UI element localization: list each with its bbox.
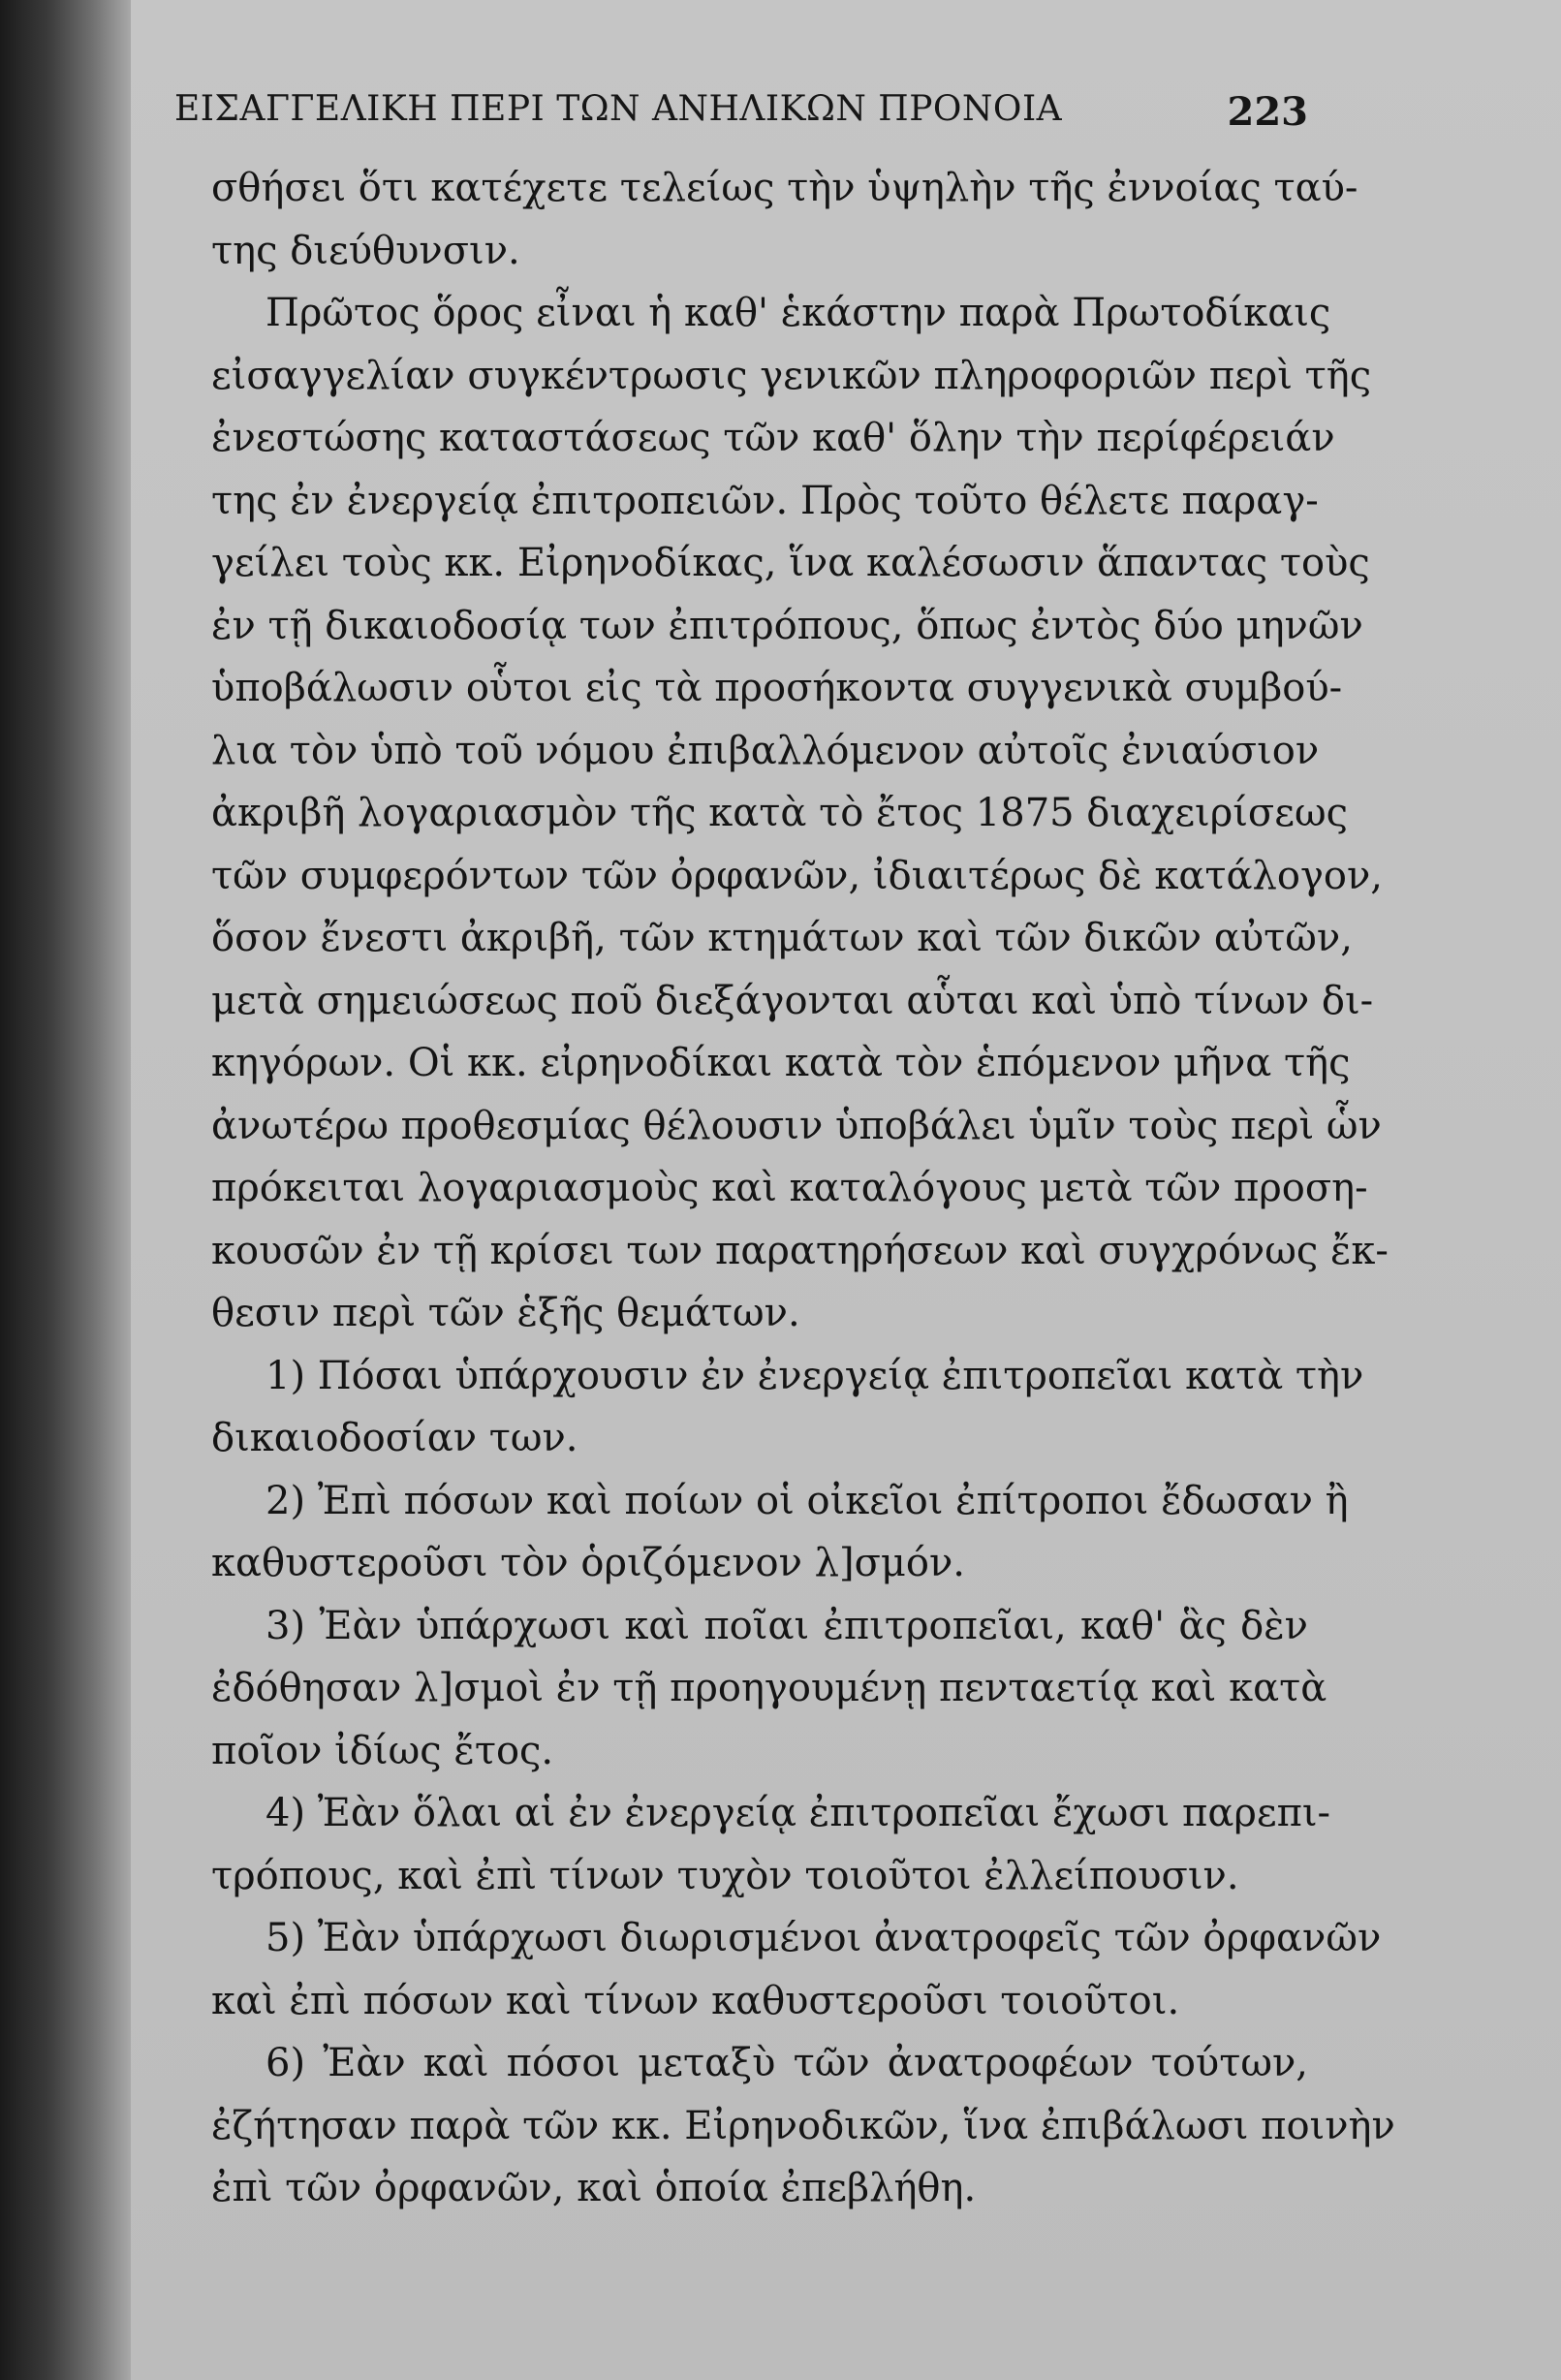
text-line: τρόπους, καὶ ἐπὶ τίνων τυχὸν τοιοῦτοι ἐλλείπουσιν.	[211, 1853, 1239, 1898]
text-line: λια τὸν ὑπὸ τοῦ νόμου ἐπιβαλλόμενον αὐτοῖς ἐνιαύσιον	[211, 728, 1320, 773]
text-line: ἐπὶ τῶν ὀρφανῶν, καὶ ὁποία ἐπεβλήθη.	[211, 2166, 977, 2210]
list-item-line: 3) Ἐὰν ὑπάρχωσι καὶ ποῖαι ἐπιτροπεῖαι, καθ' ἃς δὲν	[265, 1603, 1308, 1648]
list-item-line: 1) Πόσαι ὑπάρχουσιν ἐν ἐνεργείᾳ ἐπιτροπεῖαι κατὰ τὴν	[265, 1353, 1364, 1398]
book-spine-shadow	[0, 0, 131, 2380]
text-line: της ἐν ἐνεργείᾳ ἐπιτροπειῶν. Πρὸς τοῦτο θέλετε παραγ-	[211, 478, 1319, 523]
body-text	[211, 157, 1395, 2220]
text-line: καθυστεροῦσι τὸν ὁριζόμενον λ]σμόν.	[211, 1541, 965, 1585]
text-line: ἐζήτησαν παρὰ τῶν κκ. Εἰρηνοδικῶν, ἵνα ἐπιβάλωσι ποινὴν	[211, 2103, 1395, 2148]
text-line: ποῖον ἰδίως ἔτος.	[211, 1728, 554, 1773]
text-line: της διεύθυνσιν.	[211, 228, 520, 273]
list-item-line: 6) Ἐὰν καὶ πόσοι μεταξὺ τῶν ἀνατροφέων τούτων,	[265, 2041, 1308, 2085]
text-line: δικαιοδοσίαν των.	[211, 1416, 578, 1460]
text-line: κουσῶν ἐν τῇ κρίσει των παρατηρήσεων καὶ συγχρόνως ἔκ-	[211, 1228, 1389, 1273]
text-line: ἐνεστώσης καταστάσεως τῶν καθ' ὅλην τὴν περίφέρειάν	[211, 416, 1335, 460]
text-line: ἀνωτέρω προθεσμίας θέλουσιν ὑποβάλει ὑμῖν τοὺς περὶ ὧν	[211, 1103, 1382, 1148]
page-header	[174, 89, 1308, 138]
text-line: ἐδόθησαν λ]σμοὶ ἐν τῇ προηγουμένῃ πενταετίᾳ καὶ κατὰ	[211, 1666, 1327, 1710]
list-item-line: 4) Ἐὰν ὅλαι αἱ ἐν ἐνεργείᾳ ἐπιτροπεῖαι ἔχωσι παρεπι-	[265, 1791, 1331, 1835]
text-line: γείλει τοὺς κκ. Εἰρηνοδίκας, ἵνα καλέσωσιν ἅπαντας τοὺς	[211, 541, 1370, 585]
text-line: Πρῶτος ὅρος εἶναι ἡ καθ' ἑκάστην παρὰ Πρωτοδίκαις	[265, 291, 1331, 335]
page-number: 223	[1227, 89, 1308, 135]
text-line: σθήσει ὅτι κατέχετε τελείως τὴν ὑψηλὴν τῆς ἐννοίας ταύ-	[211, 166, 1358, 210]
running-title: ΕΙΣΑΓΓΕΛΙΚΗ ΠΕΡΙ ΤΩΝ ΑΝΗΛΙΚΩΝ ΠΡΟΝΟΙΑ	[174, 89, 1063, 129]
text-line: εἰσαγγελίαν συγκέντρωσις γενικῶν πληροφοριῶν περὶ τῆς	[211, 353, 1372, 398]
text-line: τῶν συμφερόντων τῶν ὀρφανῶν, ἰδιαιτέρως δὲ κατάλογον,	[211, 853, 1384, 898]
text-line: πρόκειται λογαριασμοὺς καὶ καταλόγους μετὰ τῶν προση-	[211, 1166, 1368, 1210]
text-line: θεσιν περὶ τῶν ἑξῆς θεμάτων.	[211, 1291, 800, 1335]
text-line: κηγόρων. Οἱ κκ. εἰρηνοδίκαι κατὰ τὸν ἑπόμενον μῆνα τῆς	[211, 1041, 1351, 1085]
text-line: ὅσον ἔνεστι ἀκριβῆ, τῶν κτημάτων καὶ τῶν δικῶν αὐτῶν,	[211, 916, 1353, 960]
text-line: ἀκριβῆ λογαριασμὸν τῆς κατὰ τὸ ἔτος 1875 διαχειρίσεως	[211, 791, 1348, 835]
list-item-line: 2) Ἐπὶ πόσων καὶ ποίων οἱ οἰκεῖοι ἐπίτροποι ἔδωσαν ἢ	[265, 1478, 1349, 1523]
text-line: καὶ ἐπὶ πόσων καὶ τίνων καθυστεροῦσι τοιοῦτοι.	[211, 1978, 1180, 2023]
list-item-line: 5) Ἐὰν ὑπάρχωσι διωρισμένοι ἀνατροφεῖς τῶν ὀρφανῶν	[265, 1916, 1382, 1960]
text-line: ὑποβάλωσιν οὗτοι εἰς τὰ προσήκοντα συγγενικὰ συμβού-	[211, 666, 1343, 710]
text-line: ἐν τῇ δικαιοδοσίᾳ των ἐπιτρόπους, ὅπως ἐντὸς δύο μηνῶν	[211, 603, 1363, 648]
text-line: μετὰ σημειώσεως ποῦ διεξάγονται αὗται καὶ ὑπὸ τίνων δι-	[211, 978, 1374, 1023]
